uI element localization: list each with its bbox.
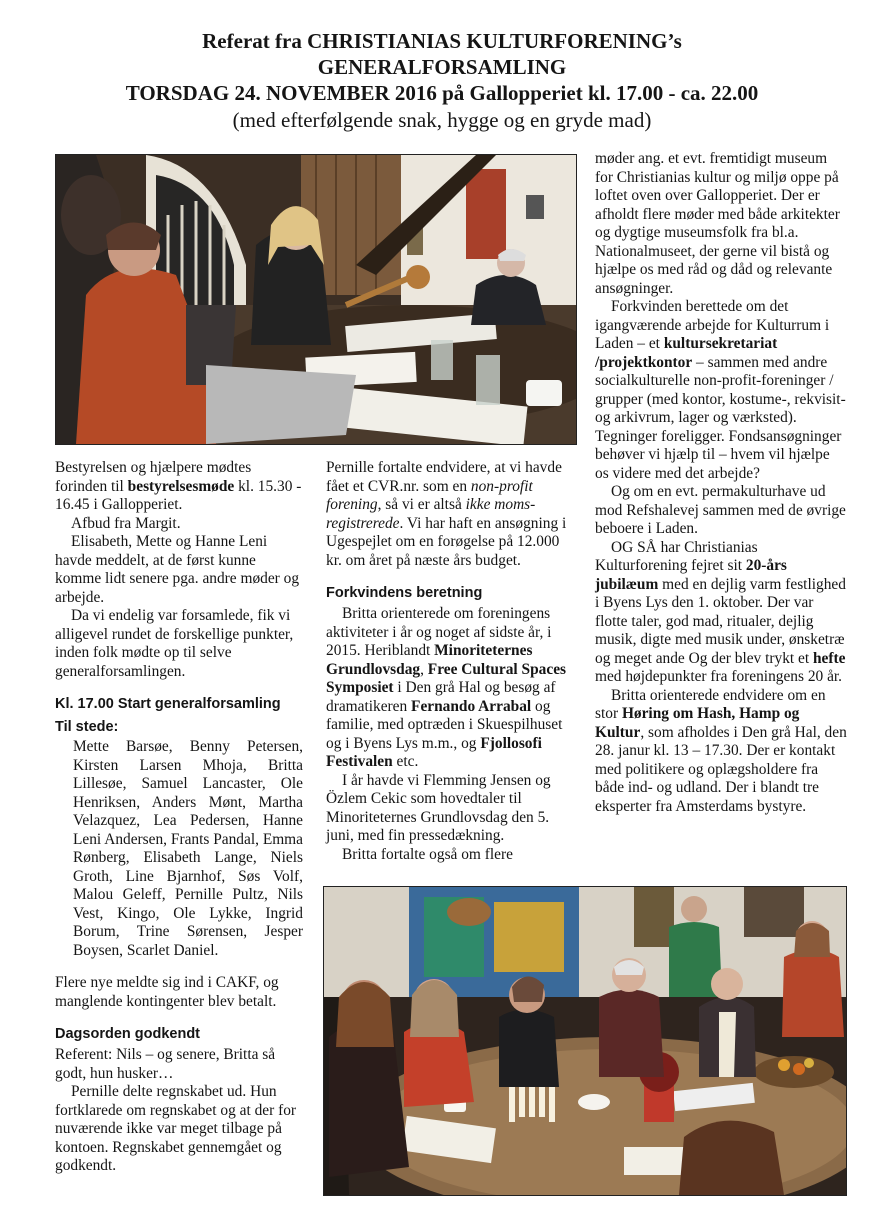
column-1: [55, 459, 303, 1176]
text: kl. 15.30 - 16.45 i Gallopperiet.: [55, 477, 302, 513]
paragraph: Og om en evt. permakulturhave ud mod Refshalevej sammen med de øvrige beboere i Laden.: [595, 483, 846, 537]
bold-term: Free Cultural Spaces Symposiet: [326, 660, 567, 696]
text: OG SÅ har Christianias Kulturforening fejret sit: [595, 538, 758, 574]
board-meeting-paragraph: [55, 459, 303, 515]
text: Britta orienterede om foreningens aktiviteter i år og noget af sidste år, i 2015. Heriblandt: [326, 605, 552, 659]
text: Bestyrelsen og hjælpere mødtes forinden til: [55, 459, 252, 495]
bold-term: Minoriteternes Grundlovsdag: [326, 642, 533, 678]
paragraph: [595, 539, 847, 687]
bold-term: Fjollosofi Festivalen: [326, 734, 542, 770]
text: ,: [420, 660, 428, 678]
section-heading: Kl. 17.00 Start generalforsamling: [55, 696, 281, 712]
bold-term: kultursekretariat /projektkontor: [595, 335, 778, 371]
paragraph: Elisabeth, Mette og Hanne Leni havde meddelt, at de først kunne komme lidt senere pga. andre møder og arbejde.: [55, 533, 300, 606]
paragraph: [326, 605, 578, 772]
bold-term: 20-års jubilæum: [595, 557, 787, 593]
attendee-list: Mette Barsøe, Benny Petersen, Kirsten Larsen Mhoja, Britta Lillesøe, Samuel Lancaster, Ole Henriksen, Anders Mønt, Martha Velazquez, Lea Pedersen, Hanne Leni Andersen, Frants Pandal, Emma Rønberg, Elisabeth Lange, Niels Groth, Line Bjarnhof, Søs Volf, Malou Geleff, Pernille Pultz, Nils Vest, Kingo, Ole Lykke, Ingrid Borum, Trine Sørensen, Jesper Boysen, Scarlet Daniel.: [73, 738, 303, 959]
title-line-2: GENERALFORSAMLING: [317, 55, 567, 79]
text: – sammen med andre socialkulturelle non-profit-foreninger / grupper (med kontor, kostume-, rekvisit- og arkivrum, lager og værksted). Tegninger foreligger. Fondsansøgninger behøver vi hjælp til – hvem vil hjælpe os videre med det arbejde?: [595, 353, 846, 482]
bold-term: bestyrelsesmøde: [127, 477, 235, 495]
paragraph: [595, 687, 847, 817]
italic-term: ikke moms-registrerede: [326, 496, 536, 532]
paragraph: [595, 298, 847, 483]
text: med højdepunkter fra foreningens 20 år.: [595, 668, 843, 685]
paragraph: Afbud fra Margit.: [71, 514, 181, 532]
paragraph: Da vi endelig var forsamlede, fik vi alligevel rundet de forskellige punkter, inden folk mødte op til selve generalforsamlingen.: [55, 607, 294, 680]
text: etc.: [392, 753, 419, 770]
paragraph: Flere nye meldte sig ind i CAKF, og manglende kontingenter blev betalt.: [55, 974, 279, 1010]
italic-term: non-profit forening: [326, 477, 533, 513]
text: Britta orienterede endvidere om en stor: [595, 686, 826, 722]
subtitle: (med efterfølgende snak, hygge og en gryde mad): [232, 108, 652, 132]
section-heading: Til stede:: [55, 719, 119, 735]
paragraph: Britta fortalte også om flere: [342, 845, 513, 863]
text: med en dejlig varm festlighed i Byens Lys den 1. oktober. Der var flotte taler, god mad, ritualer, dejlig musik, digte med musik under, ønsketræ og meget ande Og der blev trykt et: [595, 575, 846, 667]
bold-term: hefte: [812, 649, 846, 667]
paragraph: I år havde vi Flemming Jensen og Özlem Cekic som hovedtaler til Minoriteternes Grundlovsdag den 5. juni, med fin pressedækning.: [326, 771, 551, 844]
text: , som afholdes i Den grå Hal, den 28. janur kl. 13 – 17.30. Der er kontakt med politikere og oplægsholdere fra både ind- og udland. Der i blandt tre eksperter fra Amsterdams bystyre.: [595, 723, 847, 815]
text: Pernille fortalte endvidere, at vi havde fået et CVR.nr. som en: [326, 459, 562, 495]
text: , så vi er altså: [377, 496, 466, 513]
meeting-photo-top: [55, 154, 577, 445]
column-3: [595, 150, 847, 816]
text: . Vi har haft en ansøgning i Ugespejlet om en forøgelse på 12.000 kr. om året på næste års budget.: [326, 514, 567, 569]
title-date-line: TORSDAG 24. NOVEMBER 2016 på Gallopperiet kl. 17.00 - ca. 22.00: [125, 81, 759, 105]
text: Forkvinden berettede om det igangværende arbejde for Kulturrum i Laden – et: [595, 298, 830, 352]
paragraph: møder ang. et evt. fremtidigt museum for Christianias kultur og miljø oppe på loftet oven over Gallopperiet. Der er afholdt flere møder med både arkitekter og dygtige museumsfolk fra bl.a. Nationalmuseet, der gerne vil bistå og hjælpe os med råd og dåd og relevante ansøgninger.: [595, 150, 840, 297]
paragraph: Referent: Nils – og senere, Britta så godt, hun husker…: [55, 1046, 276, 1082]
text: i Den grå Hal og besøg af dramatikeren: [326, 679, 556, 715]
bold-term: Høring om Hash, Hamp og Kultur: [595, 705, 800, 741]
section-heading: Dagsorden godkendt: [55, 1026, 201, 1042]
bold-term: Fernando Arrabal: [411, 697, 532, 715]
meeting-photo-bottom: [323, 886, 847, 1196]
column-2: [326, 459, 578, 864]
paragraph: Pernille delte regnskabet ud. Hun fortklarede om regnskabet og at der for nuværende ikke var meget tilbage på kontoen. Regnskabet gennemgået og godkendt.: [55, 1083, 297, 1174]
text: og familie, med optræden i Skuespilhuset og i Byens Lys m.m., og: [326, 697, 563, 752]
page-header: [0, 28, 884, 134]
title-line-1: Referat fra CHRISTIANIAS KULTURFORENING’s: [202, 29, 682, 53]
paragraph: [326, 459, 578, 570]
section-heading: Forkvindens beretning: [326, 585, 483, 601]
